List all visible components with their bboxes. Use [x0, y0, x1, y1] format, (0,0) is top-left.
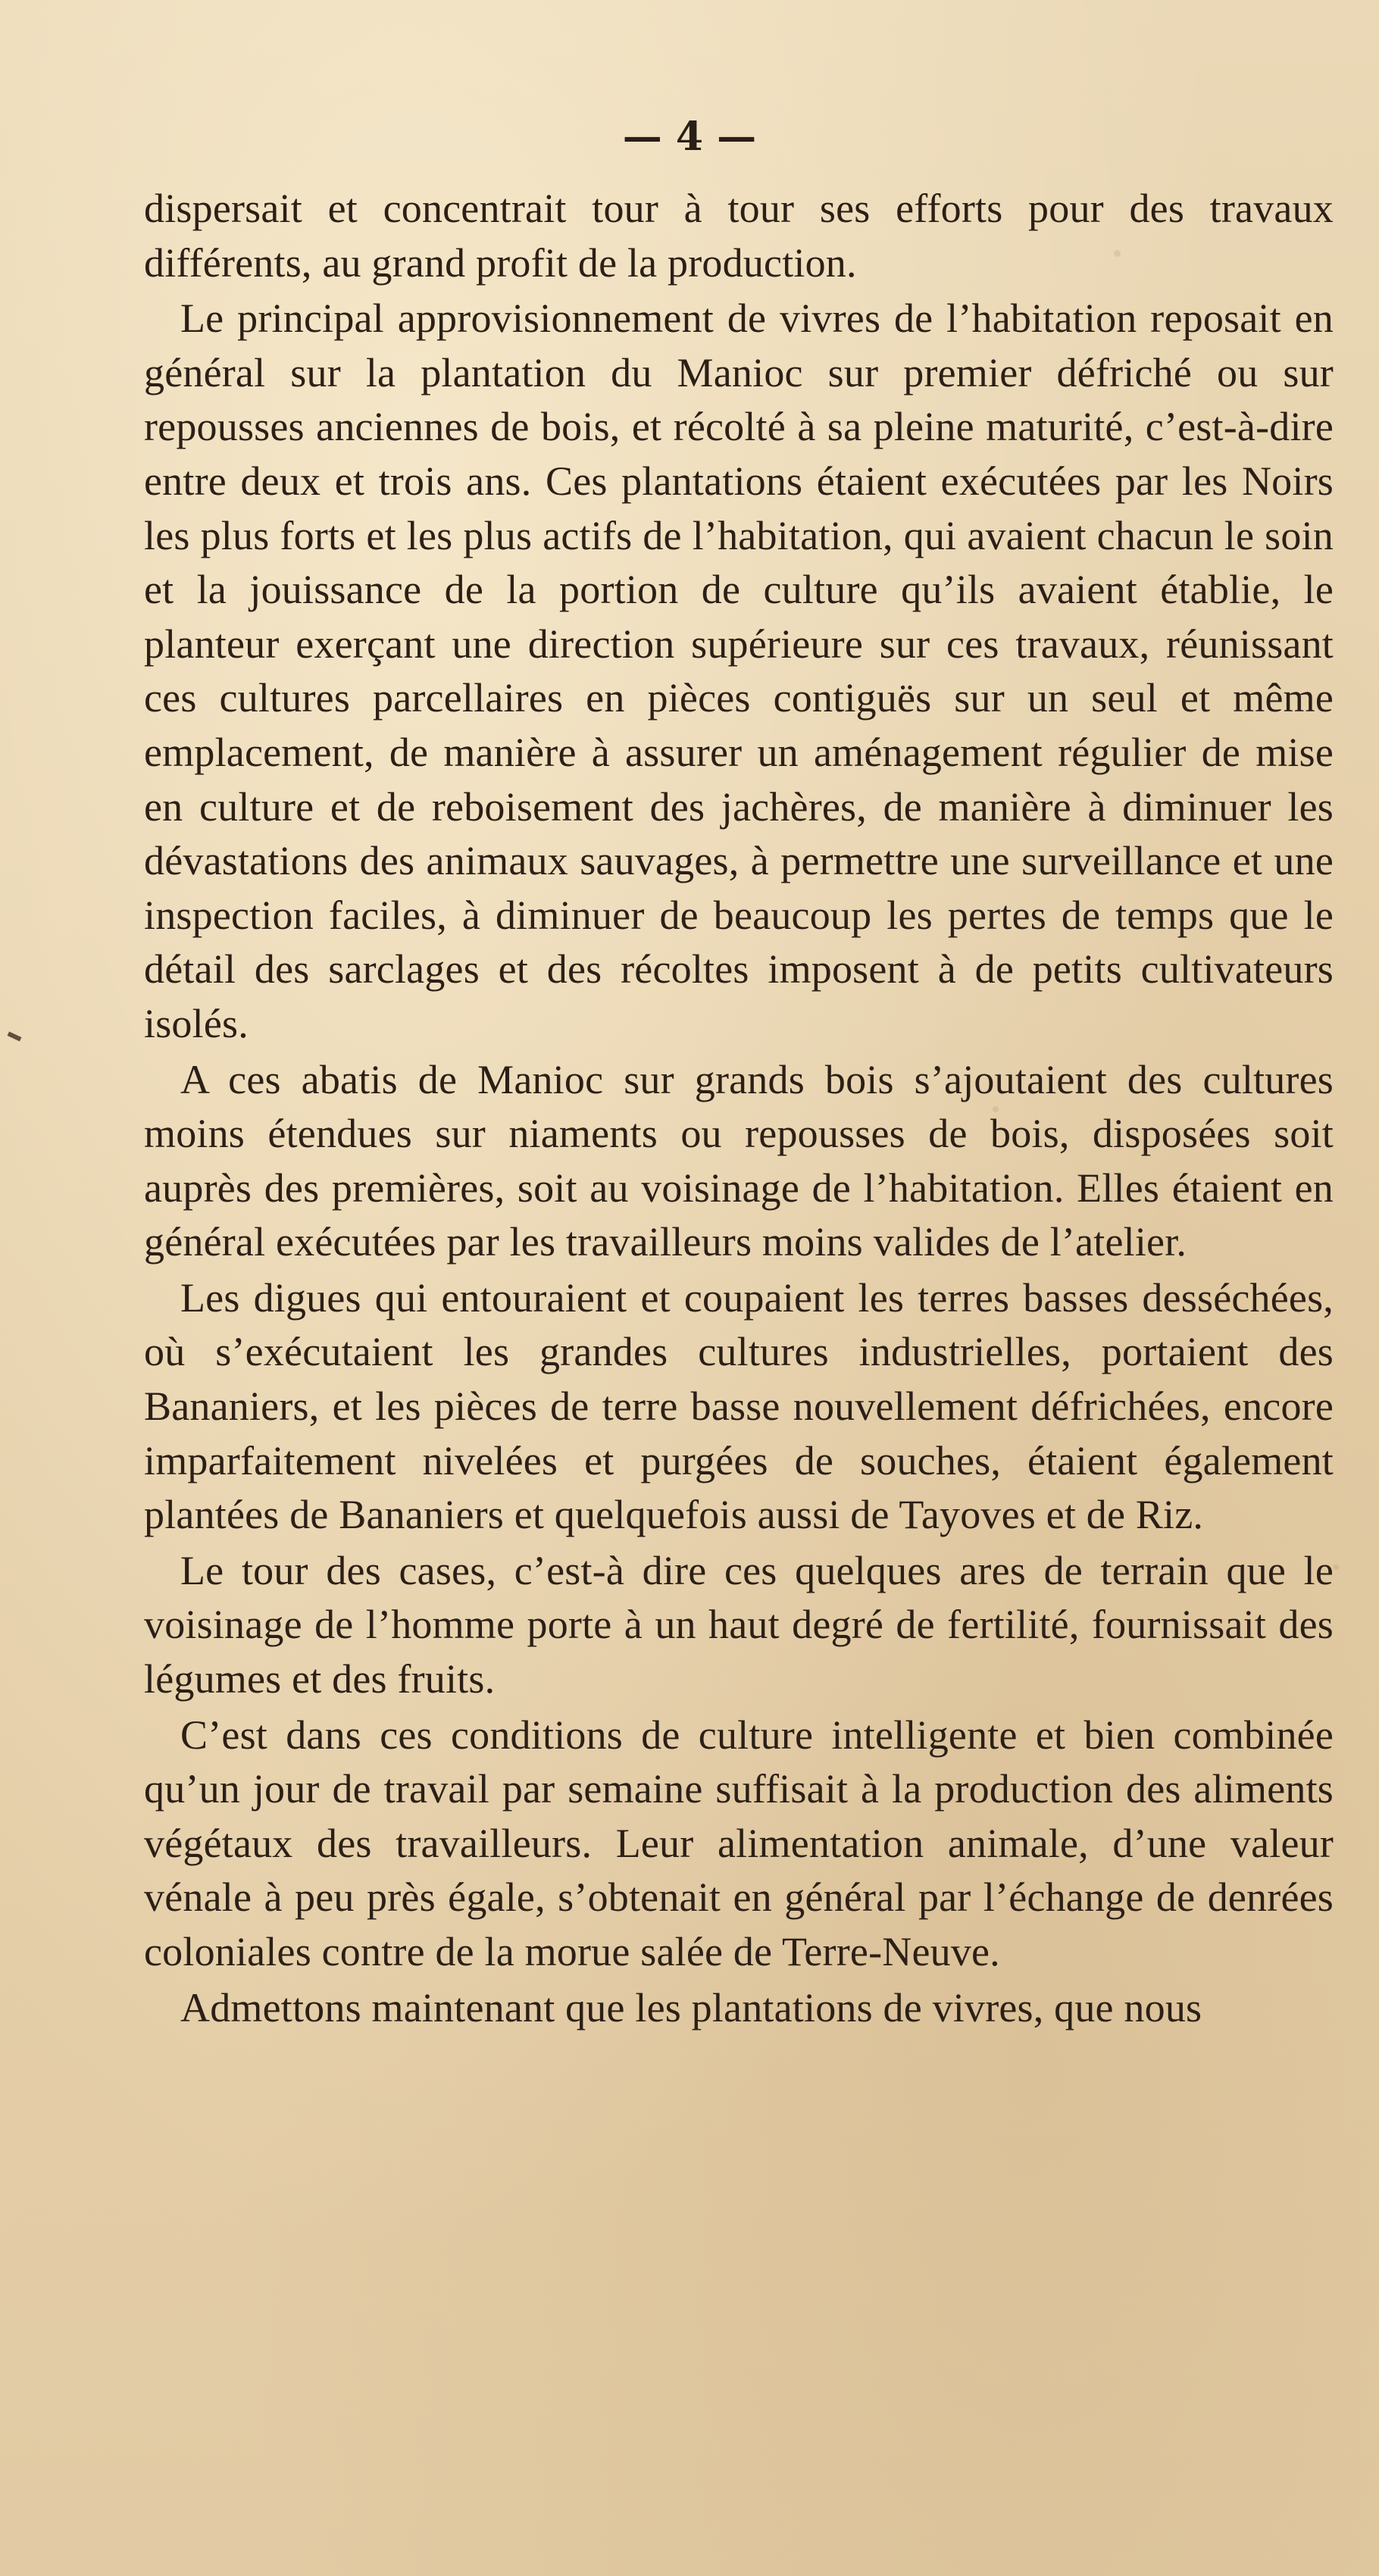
paragraph: Les digues qui entouraient et coupaient les terres basses desséchées, où s’exécutaient les grandes cultures industrielles, portaient des Bananiers, et les pièces de terre basse nouvellement défrichées, encore imparfaitement nivelées et purgées de souches, étaient également plantées de Bananiers et quelquefois aussi de Tayoves et de Riz. [144, 1274, 1334, 1538]
paper-spot [1334, 1565, 1339, 1570]
paragraph: Le principal approvisionnement de vivres de l’habitation reposait en général sur la plantation du Manioc sur premier défriché ou sur repousses anciennes de bois, et récolté à sa pleine maturité, c’est-à-dire entre deux et trois ans. Ces plantations étaient exécutées par les Noirs les plus forts et les plus actifs de l’habitation, qui avaient chacun le soin et la jouissance de la portion de culture qu’ils avaient établie, le planteur exerçant une direction supérieure sur ces travaux, réunissant ces cultures parcellaires en pièces contiguës sur un seul et même emplacement, de manière à assurer un aménagement régulier de mise en culture et de reboisement des jachères, de manière à diminuer les dévastations des animaux sauvages, à permettre une surveillance et une inspection faciles, à diminuer de beaucoup les pertes de temps que le détail des sarclages et des récoltes imposent à de petits cultivateurs isolés. [144, 295, 1334, 1046]
paragraph: dispersait et concentrait tour à tour ses efforts pour des travaux différents, au grand profit de la production. [144, 186, 1334, 286]
paragraph: Le tour des cases, c’est-à dire ces quelques ares de terrain que le voisinage de l’homme porte à un haut degré de fertilité, fournissait des légumes et des fruits. [144, 1547, 1334, 1702]
margin-ink-mark [8, 1031, 22, 1041]
body-text [144, 182, 1334, 2035]
page-number: — 4 — [622, 114, 757, 160]
paragraph: C’est dans ces conditions de culture intelligente et bien combinée qu’un jour de travail par semaine suffisait à la production des aliments végétaux des travailleurs. Leur alimentation animale, d’une valeur vénale à peu près égale, s’obtenait en général par l’échange de denrées coloniales contre de la morue salée de Terre-Neuve. [144, 1712, 1334, 1974]
paragraph: A ces abatis de Manioc sur grands bois s’ajoutaient des cultures moins étendues sur niaments ou repousses de bois, disposées soit auprès des premières, soit au voisinage de l’habitation. Elles étaient en général exécutées par les travailleurs moins valides de l’atelier. [144, 1056, 1334, 1265]
paragraph: Admettons maintenant que les plantations de vivres, que nous [180, 1984, 1202, 2030]
